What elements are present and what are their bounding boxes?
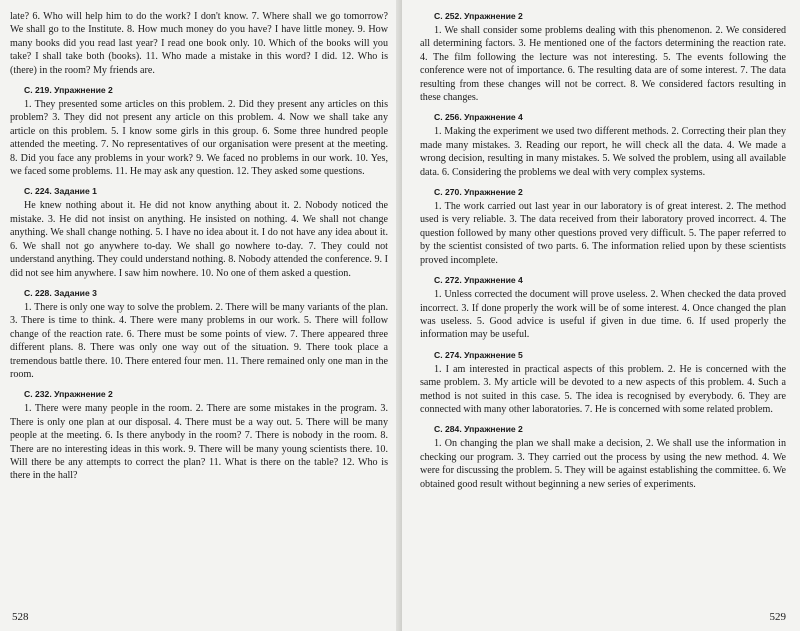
continuation-paragraph: late? 6. Who will help him to do the work? I don't know. 7. Where shall we go tomorrow? We shall go to the Institute. 8. How much money do you have? I have little money. 9. How many books did you read last year? I read one book only. 10. Which of the books will you take? I shall take both (books). 11. Who made a mistake in this word? I did. 12. Who is (there) in the room? My friends are. (10, 11, 388, 76)
section-heading: С. 284. Упражнение 2 (434, 424, 523, 435)
section-heading: С. 224. Задание 1 (24, 186, 97, 197)
page-number: 529 (769, 611, 786, 623)
section-heading: С. 256. Упражнение 4 (434, 112, 523, 123)
section-text: He knew nothing about it. He did not know anything about it. 2. Nobody noticed the mistake. 3. He did not insist on anything. He insisted on nothing. 4. We shall not change anything. We shall change nothing. 5. I have no idea about it. I do not have any idea about it. 6. We shall not go anywhere to-day. We shall go nowhere to-day. 7. They could not understand anything. They could understand nothing. 8. Nobody attended the conference. 9. I did not see him anywhere. I saw him nowhere. 10. No one of them asked a question. (10, 200, 388, 279)
section-text: 1. They presented some articles on this problem. 2. Did they present any articles on this problem? 3. They did not present any article on this problem. 4. Now we shall take any article on this problem. 5. I know some girls in this group. 6. Some three hundred people attended the meeting. 7. No representatives of our organisation were present at the meeting. 8. Did you face any problems in your work? 9. We faced no problems in our work. 10. Yes, we faced some problems. 11. He may ask any question. 12. They asked some questions. (10, 99, 388, 178)
right-page (402, 0, 800, 631)
section-text: 1. There is only one way to solve the problem. 2. There will be many variants of the plan. 3. There is time to think. 4. There were many problems in our work. 5. There will follow change of the reaction rate. 6. There must be some points of view. 7. There appeared three different plans. 8. There was only one way out of the situation. 9. There took place a tremendous battle there. 10. There entered four men. 11. There remained only one man in the room. (10, 301, 388, 380)
section-heading: С. 219. Упражнение 2 (24, 85, 113, 96)
section-heading: С. 274. Упражнение 5 (434, 349, 523, 360)
section-text: 1. On changing the plan we shall make a decision, 2. We shall use the information in checking our program. 3. They carried out the process by using the new method. 4. We were for discussing the problem. 5. They will be against establishing the committee. 6. We obtained good result without beginning a new series of experiments. (420, 438, 786, 490)
page-number: 528 (12, 611, 29, 623)
section-text: 1. There were many people in the room. 2. There are some mistakes in the program. 3. There is only one plan at our disposal. 4. There must be a way out. 5. There will be many people at the meeting. 6. Is there anybody in the room? 7. There is nobody in the room. 8. There are no interesting ideas in this work. 9. There will be many young scientists there. 10. Will there be any attempts to correct the plan? 11. What is there on the table? 12. Who is there in the hall? (10, 403, 388, 482)
section-heading: С. 228. Задание 3 (24, 287, 97, 298)
section-text: 1. We shall consider some problems dealing with this phenomenon. 2. We considered all determining factors. 3. He mentioned one of the factors determining the reaction rate. 4. The film following the lecture was not interesting. 5. The events following the conference were not of importance. 6. The resulting data are of some interest. 7. The data resulting from these changes will not be correct. 8. We considered factors resulting in these changes. (420, 25, 786, 104)
section-heading: С. 272. Упражнение 4 (434, 275, 523, 286)
section-text: 1. Making the experiment we used two different methods. 2. Correcting their plan they made many mistakes. 3. Reading our report, he will check all the data. 4. We made a wrong decision, resulting in many mistakes. 5. We solved the problem, using all available data. 6. Considering the problems we deal with very complex systems. (420, 126, 786, 178)
section-heading: С. 270. Упражнение 2 (434, 187, 523, 198)
section-text: 1. The work carried out last year in our laboratory is of great interest. 2. The method used is very reliable. 3. The data received from their laboratory proved incorrect. 4. The question followed by many other questions proved very difficult. 5. The paper referred to by the scientist consisted of two parts. 6. The information relied upon by these scientists proved incomplete. (420, 201, 786, 266)
section-heading: С. 232. Упражнение 2 (24, 389, 113, 400)
section-heading: С. 252. Упражнение 2 (434, 11, 523, 21)
section-text: 1. Unless corrected the document will prove useless. 2. When checked the data proved incorrect. 3. If done properly the work will be of some interest. 4. Once changed the plan was useless. 5. Good advice is useful if given in due time. 6. If used properly the information may be useful. (420, 289, 786, 341)
section-text: 1. I am interested in practical aspects of this problem. 2. He is concerned with the same problem. 3. My article will be devoted to a new aspects of this problem. 4. Such a method is not suited in this case. 5. The idea is recognised by everybody. 6. They are connected with many other laboratories. 7. He is concerned with some related problem. (420, 363, 786, 415)
